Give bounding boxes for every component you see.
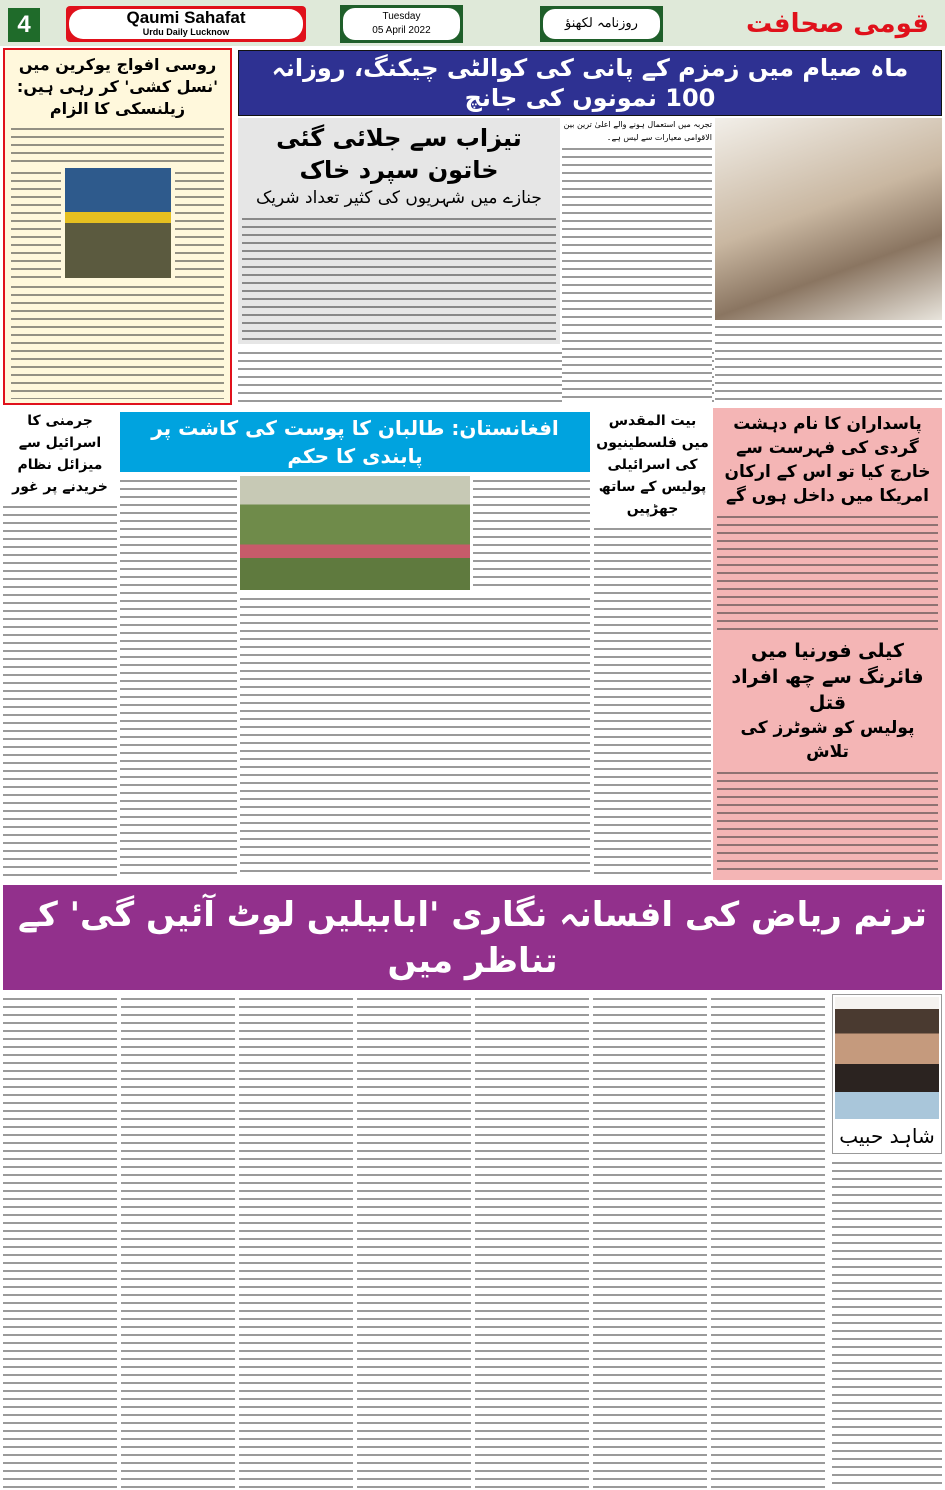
author-name: شاہد حبیب <box>833 1121 941 1151</box>
rozname-text: روزنامہ لکھنؤ <box>543 9 660 39</box>
feature-headline <box>3 885 942 990</box>
text-block <box>562 144 712 404</box>
afghan-headline-text: افغانستان: طالبان کا پوست کی کاشت پر پابندی کا حکم <box>151 416 559 468</box>
text-block <box>715 322 942 404</box>
text-block <box>11 282 224 399</box>
masthead-english <box>66 6 306 42</box>
jerusalem-story <box>594 410 711 878</box>
zelensky-photo-row <box>11 168 224 278</box>
text-block <box>594 524 711 878</box>
zamzam-headline <box>238 50 942 116</box>
date: 05 April 2022 <box>372 25 431 36</box>
feature-text-columns <box>3 994 827 1488</box>
zelensky-photo <box>65 168 171 278</box>
zamzam-column <box>562 118 712 404</box>
text-block <box>11 168 61 278</box>
text-block <box>717 768 938 876</box>
california-subheadline: پولیس کو شوٹرز کی تلاش <box>740 718 915 762</box>
afghan-headline <box>120 412 590 472</box>
iran-story <box>713 408 942 880</box>
acid-subheadline: جنازے میں شہریوں کی کثیر تعداد شریک <box>256 188 542 208</box>
text-block <box>473 476 590 590</box>
zelensky-headline: روسی افواج یوکرین میں 'نسل کشی' کر رہی ہیں: زیلنسکی کا الزام <box>16 55 219 118</box>
zamzam-text: تجربہ میں استعمال ہونے والے اعلیٰ ترین بین الاقوامی معیارات سے لیس ہے۔ <box>563 120 712 142</box>
weekday: Tuesday <box>382 11 421 22</box>
text-block <box>832 1158 942 1488</box>
text-block <box>120 476 237 878</box>
author-photo <box>835 997 939 1119</box>
poppy-field-photo <box>240 476 470 590</box>
jerusalem-headline: بیت المقدس میں فلسطینیوں کی اسرائیلی پولیس کے ساتھ جھڑپیں <box>596 413 709 517</box>
text-block <box>11 124 224 164</box>
germany-headline: جرمنی کا اسرائیل سے میزائل نظام خریدنے پر غور <box>12 413 108 495</box>
iran-headline: پاسداران کا نام دہشت گردی کی فہرست سے خارج کیا تو اس کے ارکان امریکا میں داخل ہوں گے <box>724 414 931 506</box>
germany-story <box>3 410 117 878</box>
urdu-logo: قومی صحافت <box>746 9 929 39</box>
acid-headline: تیزاب سے جلائی گئی خاتون سپرد خاک <box>276 124 522 184</box>
text-block <box>242 214 556 340</box>
california-headline: کیلی فورنیا میں فائرنگ سے چھ افراد قتل <box>731 640 924 714</box>
zamzam-photo <box>715 118 942 320</box>
date-box <box>340 5 463 43</box>
feature-headline-text: ترنم ریاض کی افسانہ نگاری 'ابابیلیں لوٹ آئیں گی' کے تناظر میں <box>18 894 927 981</box>
rozname-box <box>540 6 663 42</box>
masthead-title: Qaumi Sahafat <box>126 8 246 27</box>
masthead-subtitle: Urdu Daily Lucknow <box>142 27 230 37</box>
page-number: 4 <box>8 8 40 42</box>
author-box <box>832 994 942 1154</box>
text-block <box>717 512 938 632</box>
acid-story <box>238 118 560 344</box>
text-block <box>3 502 117 878</box>
zelensky-story <box>3 48 232 405</box>
text-block <box>175 168 225 278</box>
text-block <box>240 594 590 878</box>
zamzam-headline-text: ماہ صیام میں زمزم کے پانی کی کوالٹی چیکنگ، روزانہ 100 نمونوں کی جانچ <box>271 54 909 112</box>
